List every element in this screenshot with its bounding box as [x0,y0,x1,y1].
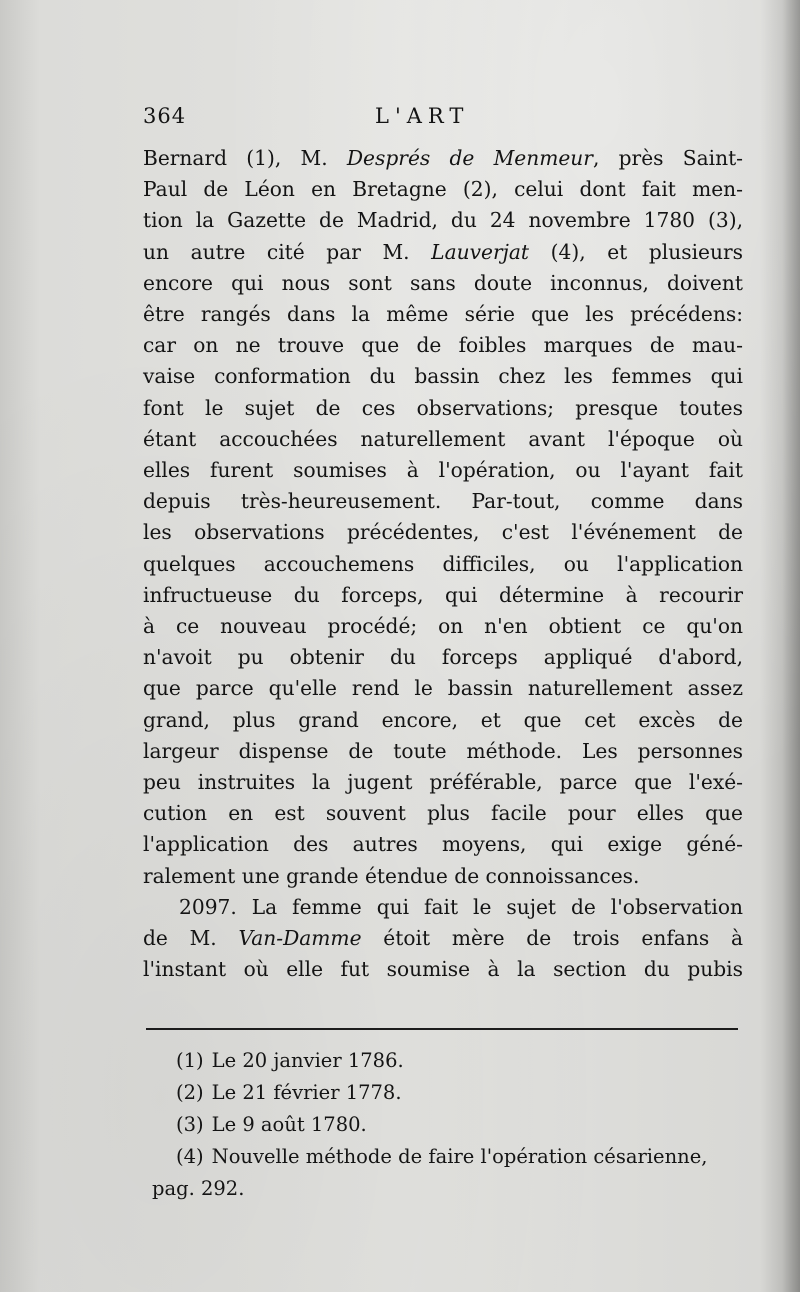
text-line: Bernard (1), M. Després de Menmeur, près Saint- [143,146,744,170]
body-text [143,143,743,985]
footnote [152,1141,752,1173]
text-line: quelques accouchemens difficiles, ou l'application [143,551,743,576]
footnote-marker: (2) [176,1081,204,1104]
text-line: peu instruites la jugent préférable, parce que l'exé- [143,770,743,795]
text-line: largeur dispense de toute méthode. Les personnes [143,738,743,763]
text-line: grand, plus grand encore, et que cet excès de [143,707,743,732]
footnote-marker: (3) [176,1113,204,1136]
text-line: un autre cité par M. Lauverjat (4), et plusieurs [143,239,743,264]
footnote [152,1045,752,1077]
footnote [152,1077,752,1109]
footnote-text: Le 9 août 1780. [211,1113,367,1136]
text-line: Paul de Léon en Bretagne (2), celui dont fait men- [143,177,743,202]
text-line: l'instant où elle fut soumise à la section du pubis [143,957,743,982]
footnotes [152,1045,752,1205]
text-line: elles furent soumises à l'opération, ou l'ayant fait [143,458,743,483]
page-edge-shadow [782,0,800,1292]
footnote-text: Le 21 février 1778. [211,1081,402,1104]
page-number: 364 [143,104,187,128]
text-line: les observations précédentes, c'est l'événement de [143,520,743,545]
footnote [152,1109,752,1141]
footnote-text: pag. 292. [152,1177,245,1200]
text-line: étant accouchées naturellement avant l'époque où [143,426,743,451]
text-line: être rangés dans la même série que les précédens: [143,302,743,327]
text-line: car on ne trouve que de foibles marques de mau- [143,333,743,358]
paragraph-start-line: 2097. La femme qui fait le sujet de l'observation [179,894,743,919]
text-line: ralement une grande étendue de connoissances. [143,863,640,888]
text-line: vaise conformation du bassin chez les femmes qui [143,364,743,389]
text-line: font le sujet de ces observations; presque toutes [143,395,743,420]
text-line: l'application des autres moyens, qui exige géné- [143,832,743,857]
footnote-continuation [152,1173,752,1205]
text-line: n'avoit pu obtenir du forceps appliqué d'abord, [143,645,743,670]
running-title: L'ART [375,104,470,128]
footnote-rule [146,1028,738,1030]
text-line: infructueuse du forceps, qui détermine à recourir [143,582,743,607]
text-line: à ce nouveau procédé; on n'en obtient ce qu'on [143,614,743,639]
text-line: que parce qu'elle rend le bassin naturellement assez [143,676,743,701]
footnote-text: Nouvelle méthode de faire l'opération césarienne, [211,1145,708,1168]
text-line: depuis très-heureusement. Par-tout, comme dans [143,489,743,514]
footnote-marker: (1) [176,1049,204,1072]
footnote-text: Le 20 janvier 1786. [211,1049,404,1072]
running-head [143,104,743,134]
text-line: cution en est souvent plus facile pour elles que [143,801,743,826]
text-line: tion la Gazette de Madrid, du 24 novembre 1780 (3), [143,208,743,233]
text-line: de M. Van-Damme étoit mère de trois enfans à [143,926,743,951]
text-line: encore qui nous sont sans doute inconnus, doivent [143,270,743,295]
footnote-marker: (4) [176,1145,204,1168]
